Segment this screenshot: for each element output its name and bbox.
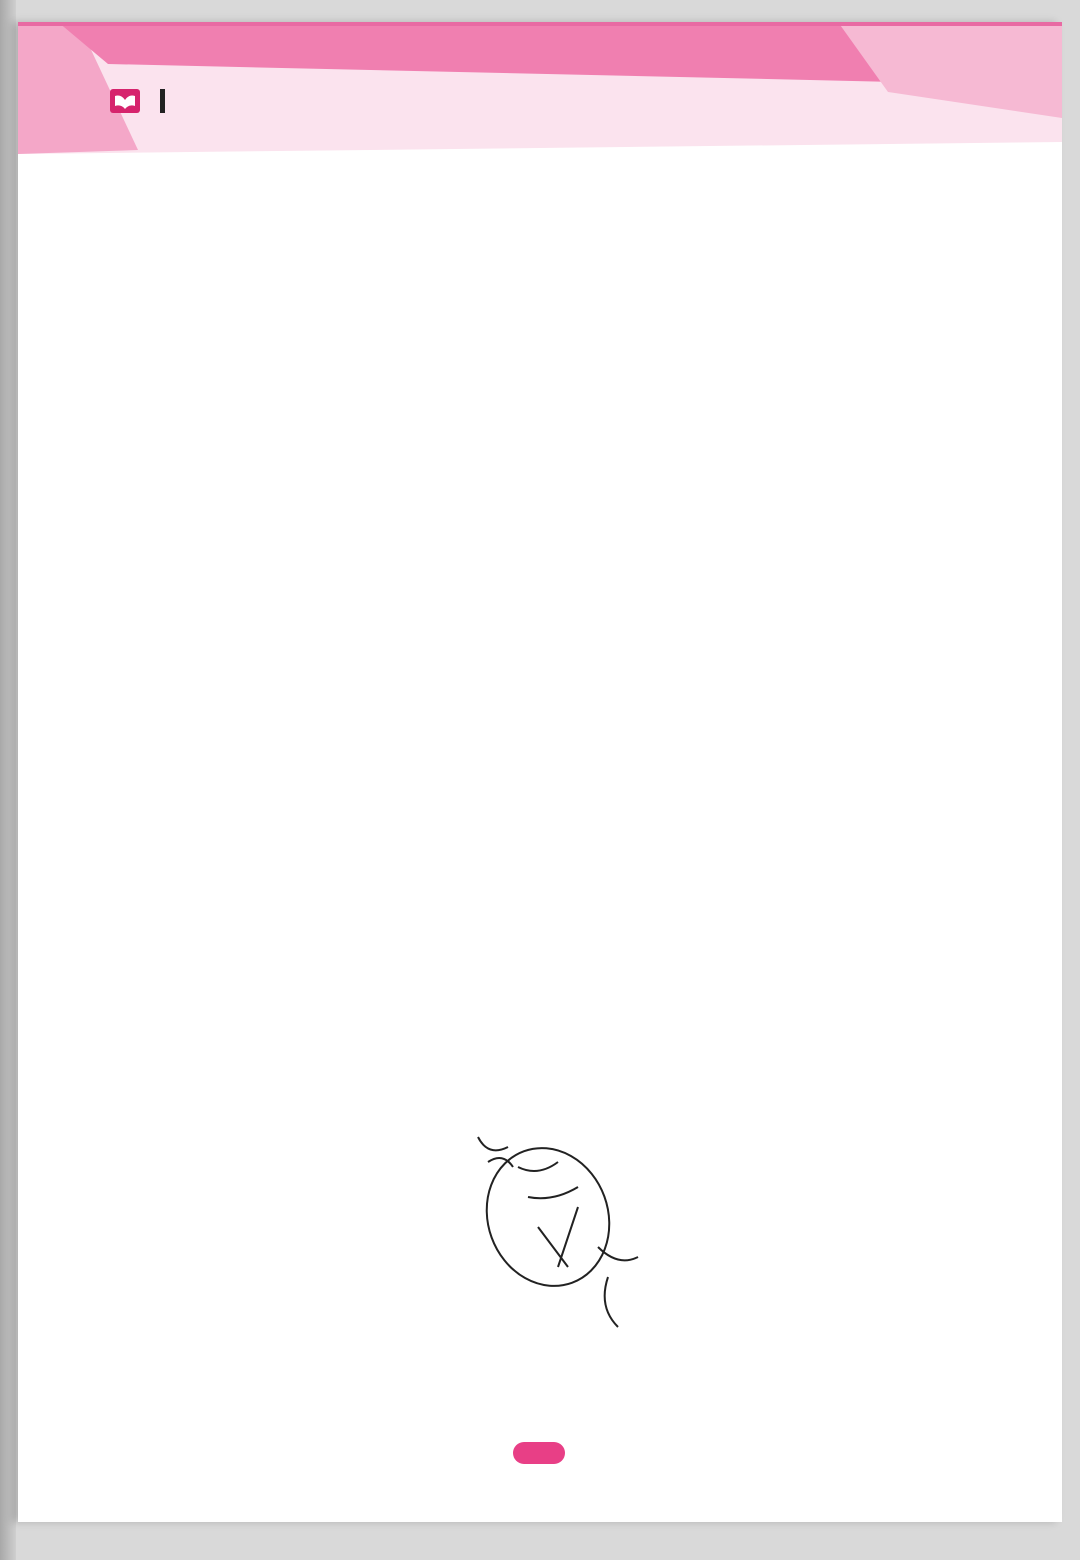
answer-content xyxy=(112,130,969,132)
book-spine xyxy=(0,0,16,1560)
handwritten-stamp xyxy=(458,1107,658,1347)
book-logo-icon xyxy=(110,89,140,113)
page-header xyxy=(110,86,185,116)
header-divider xyxy=(160,89,165,113)
book-page xyxy=(18,22,1062,1522)
page-number xyxy=(513,1442,565,1464)
